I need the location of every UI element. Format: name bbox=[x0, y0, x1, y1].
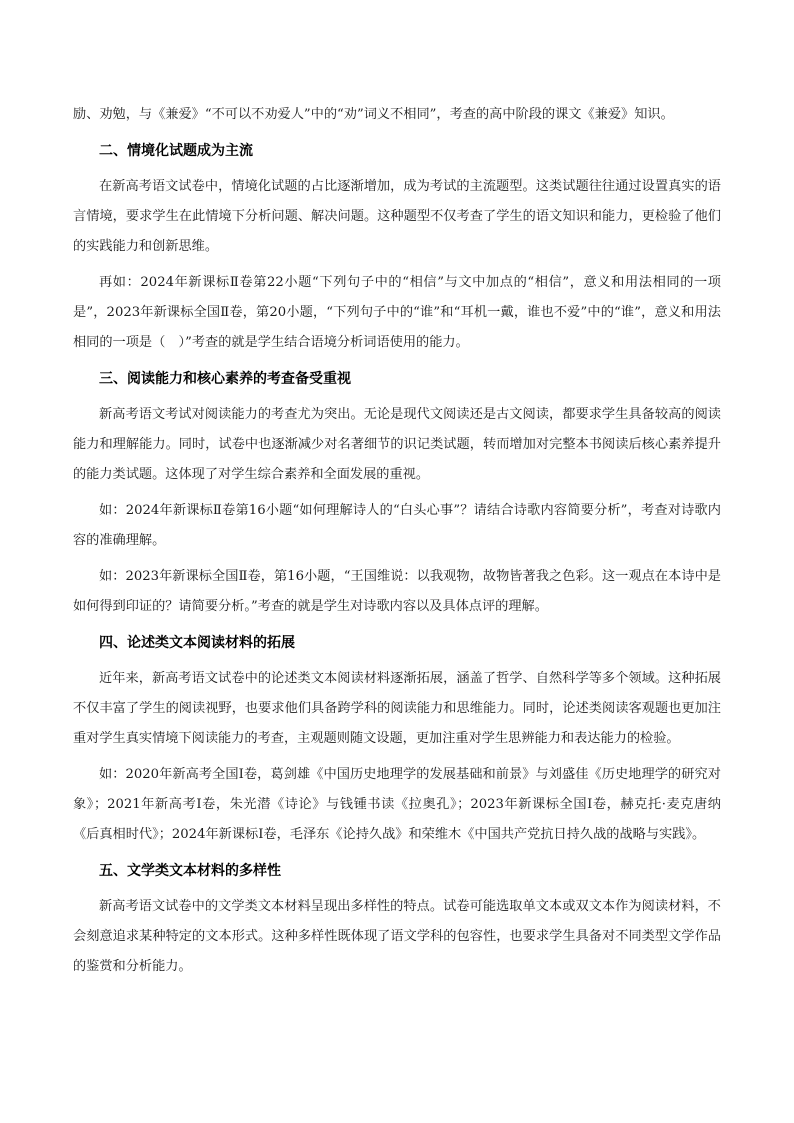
section-2-paragraph-1: 在新高考语文试卷中，情境化试题的占比逐渐增加，成为考试的主流题型。这类试题往往通过设置真实的语言情境，要求学生在此情境下分析问题、解决问题。这种题型不仅考查了学生的语文知识和能力，更检验了他们的实践能力和创新思维。 bbox=[73, 179, 721, 254]
section-3-paragraph-2: 如：2024年新课标Ⅱ卷第16小题“如何理解诗人的“白头心事”？请结合诗歌内容简要分析”，考查对诗歌内容的准确理解。 bbox=[73, 503, 721, 548]
intro-paragraph-tail: 励、劝勉，与《兼爱》“不可以不劝爱人”中的“劝”词义不相同”，考查的高中阶段的课文《兼爱》知识。 bbox=[73, 107, 674, 122]
section-3-paragraph-1: 新高考语文考试对阅读能力的考查尤为突出。无论是现代文阅读还是古文阅读，都要求学生具备较高的阅读能力和理解能力。同时，试卷中也逐渐减少对名著细节的识记类试题，转而增加对完整本书阅读后核心素养提升的能力类试题。这体现了对学生综合素养和全面发展的重视。 bbox=[73, 407, 721, 482]
section-heading-3: 三、阅读能力和核心素养的考查备受重视 bbox=[99, 371, 351, 387]
document-body bbox=[73, 100, 721, 988]
section-4-paragraph-2: 如：2020年新高考全国Ⅰ卷，葛剑雄《中国历史地理学的发展基础和前景》与刘盛佳《历史地理学的研究对象》；2021年新高考Ⅰ卷，朱光潜《诗论》与钱锺书读《拉奥孔》；2023年新课标全国Ⅰ卷，赫克托·麦克唐纳《后真相时代》；2024年新课标Ⅰ卷，毛泽东《论持久战》和荣维木《中国共产党抗日持久战的战略与实践》。 bbox=[73, 767, 721, 842]
section-2-paragraph-2: 再如：2024年新课标Ⅱ卷第22小题“下列句子中的“相信”与文中加点的“相信”，意义和用法相同的一项是”，2023年新课标全国Ⅱ卷，第20小题，“下列句子中的“谁”和“耳机一戴，谁也不爱”中的“谁”，意义和用法相同的一项是（ ）”考查的就是学生结合语境分析词语使用的能力。 bbox=[73, 275, 721, 350]
section-3-paragraph-3: 如：2023年新课标全国Ⅱ卷，第16小题，“王国维说：以我观物，故物皆著我之色彩。这一观点在本诗中是如何得到印证的？请简要分析。”考查的就是学生对诗歌内容以及具体点评的理解。 bbox=[73, 569, 721, 614]
section-5-paragraph-1: 新高考语文试卷中的文学类文本材料呈现出多样性的特点。试卷可能选取单文本或双文本作为阅读材料，不会刻意追求某种特定的文本形式。这种多样性既体现了语文学科的包容性，也要求学生具备对不同类型文学作品的鉴赏和分析能力。 bbox=[73, 899, 721, 974]
section-4-paragraph-1: 近年来，新高考语文试卷中的论述类文本阅读材料逐渐拓展，涵盖了哲学、自然科学等多个领域。这种拓展不仅丰富了学生的阅读视野，也要求他们具备跨学科的阅读能力和思维能力。同时，论述类阅读客观题也更加注重对学生真实情境下阅读能力的考查，主观题则随文设题，更加注重对学生思辨能力和表达能力的检验。 bbox=[73, 671, 721, 746]
section-heading-2: 二、情境化试题成为主流 bbox=[99, 143, 253, 159]
section-heading-4: 四、论述类文本阅读材料的拓展 bbox=[99, 635, 295, 651]
section-heading-5: 五、文学类文本材料的多样性 bbox=[99, 863, 281, 879]
